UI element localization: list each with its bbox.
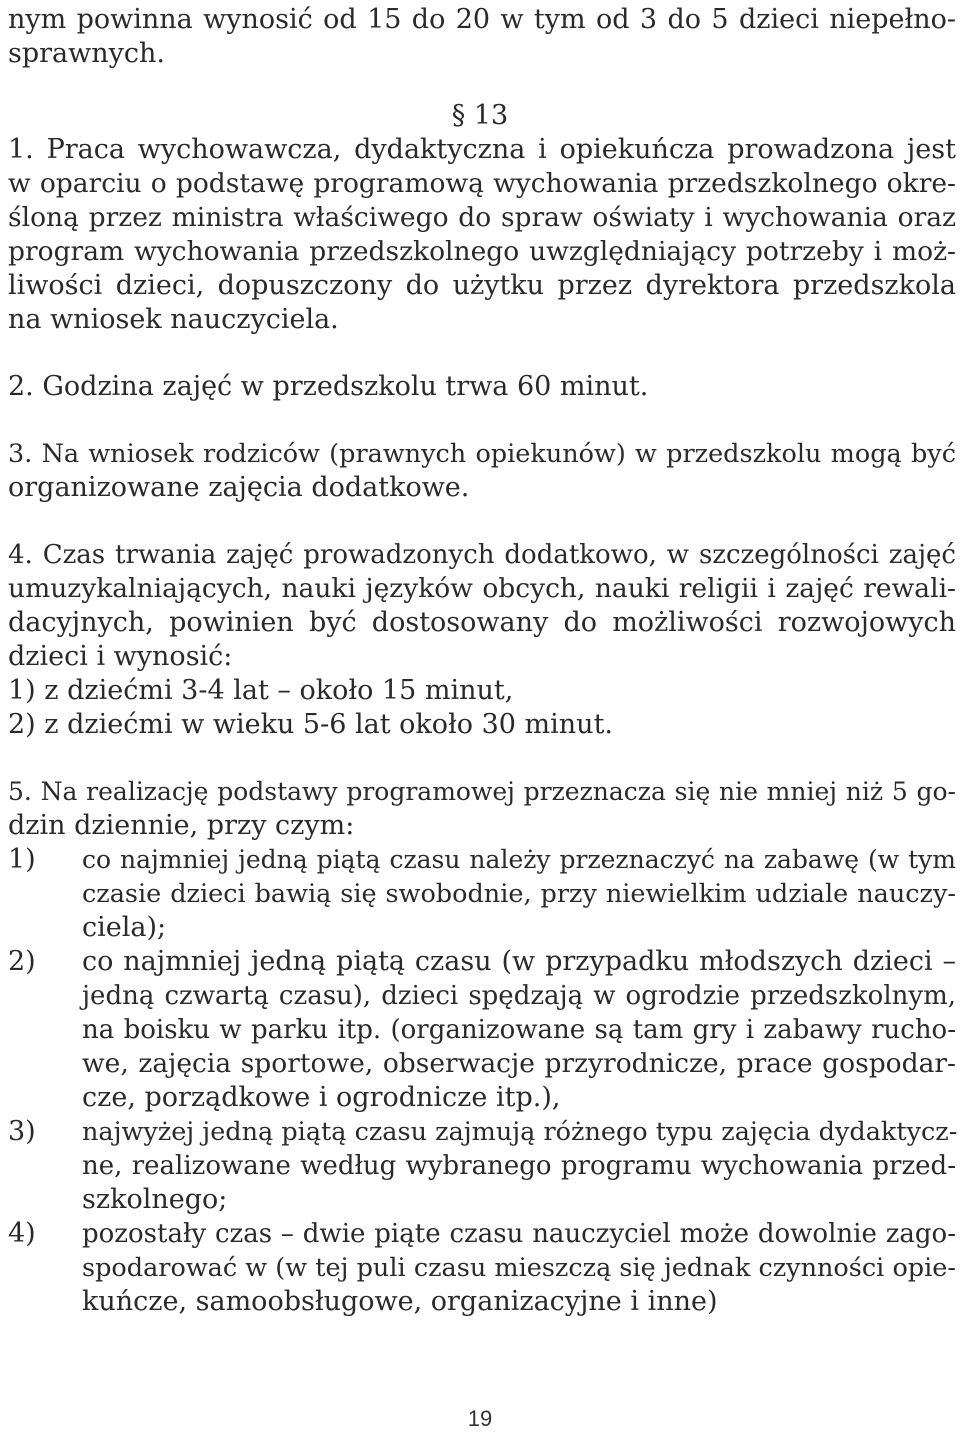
text-line: w oparciu o podstawę programową wychowania przedszkolnego okre- (8, 168, 956, 199)
text-line: 2. Godzina zajęć w przedszkolu trwa 60 minut. (8, 371, 649, 402)
list-item-line: co najmniej jedną piątą czasu należy przeznaczyć na zabawę (w tym (82, 845, 956, 874)
text-line: 2) z dziećmi w wieku 5-6 lat około 30 minut. (8, 709, 613, 740)
list-item-line: kuńcze, samoobsługowe, organizacyjne i inne) (82, 1286, 718, 1317)
list-item-number: 3) (8, 1116, 36, 1147)
list-item-line: we, zajęcia sportowe, obserwacje przyrodnicze, prace gospodar- (82, 1048, 956, 1079)
list-item-line: najwyżej jedną piątą czasu zajmują różnego typu zajęcia dydaktycz- (82, 1117, 958, 1147)
list-item-line: ciela); (82, 912, 167, 943)
list-item-line: ne, realizowane według wybranego programu wychowania przed- (82, 1151, 956, 1181)
text-line: sprawnych. (8, 38, 165, 69)
text-line: dzin dziennie, przy czym: (8, 810, 355, 841)
text-line: 3. Na wniosek rodziców (prawnych opiekunów) w przedszkolu mogą być (8, 439, 956, 469)
text-line: organizowane zajęcia dodatkowe. (8, 472, 470, 503)
text-line: 5. Na realizację podstawy programowej przeznacza się nie mniej niż 5 go- (8, 777, 956, 806)
text-line: 1) z dziećmi 3-4 lat – około 15 minut, (8, 675, 514, 706)
text-line: program wychowania przedszkolnego uwzględniający potrzeby i moż- (8, 236, 956, 267)
list-item-line: jedną czwartą czasu), dzieci spędzają w ogrodzie przedszkolnym, (82, 981, 956, 1011)
text-line: 1. Praca wychowawcza, dydaktyczna i opiekuńcza prowadzona jest (8, 134, 956, 165)
list-item-number: 2) (8, 946, 36, 977)
list-item-line: szkolnego; (82, 1184, 228, 1215)
list-item-number: 4) (8, 1218, 36, 1249)
text-line: śloną przez ministra właściwego do spraw oświaty i wychowania oraz (8, 202, 956, 233)
page-number: 19 (467, 1406, 493, 1431)
list-item-line: cze, porządkowe i ogrodnicze itp.), (82, 1082, 561, 1113)
text-line: umuzykalniających, nauki języków obcych, nauki religii i zajęć rewali- (8, 573, 956, 604)
text-line: na wniosek nauczyciela. (8, 304, 339, 335)
text-line: 4. Czas trwania zajęć prowadzonych dodatkowo, w szczególności zajęć (8, 540, 956, 570)
text-line: nym powinna wynosić od 15 do 20 w tym od 3 do 5 dzieci niepełno- (8, 4, 956, 35)
list-item-line: na boisku w parku itp. (organizowane są tam gry i zabawy rucho- (82, 1015, 956, 1045)
list-item-line: spodarować w (w tej puli czasu mieszczą się jednak czynności opie- (82, 1253, 956, 1283)
text-line: dacyjnych, powinien być dostosowany do możliwości rozwojowych (8, 607, 956, 638)
section-heading: § 13 (451, 100, 509, 131)
list-item-number: 1) (8, 844, 36, 875)
text-line: liwości dzieci, dopuszczony do użytku przez dyrektora przedszkola (8, 270, 956, 301)
text-line: dzieci i wynosić: (8, 641, 233, 672)
list-item-line: pozostały czas – dwie piąte czasu nauczyciel może dowolnie zago- (82, 1219, 956, 1249)
list-item-line: co najmniej jedną piątą czasu (w przypadku młodszych dzieci – (82, 946, 956, 977)
list-item-line: czasie dzieci bawią się swobodnie, przy niewielkim udziale nauczy- (82, 879, 956, 909)
